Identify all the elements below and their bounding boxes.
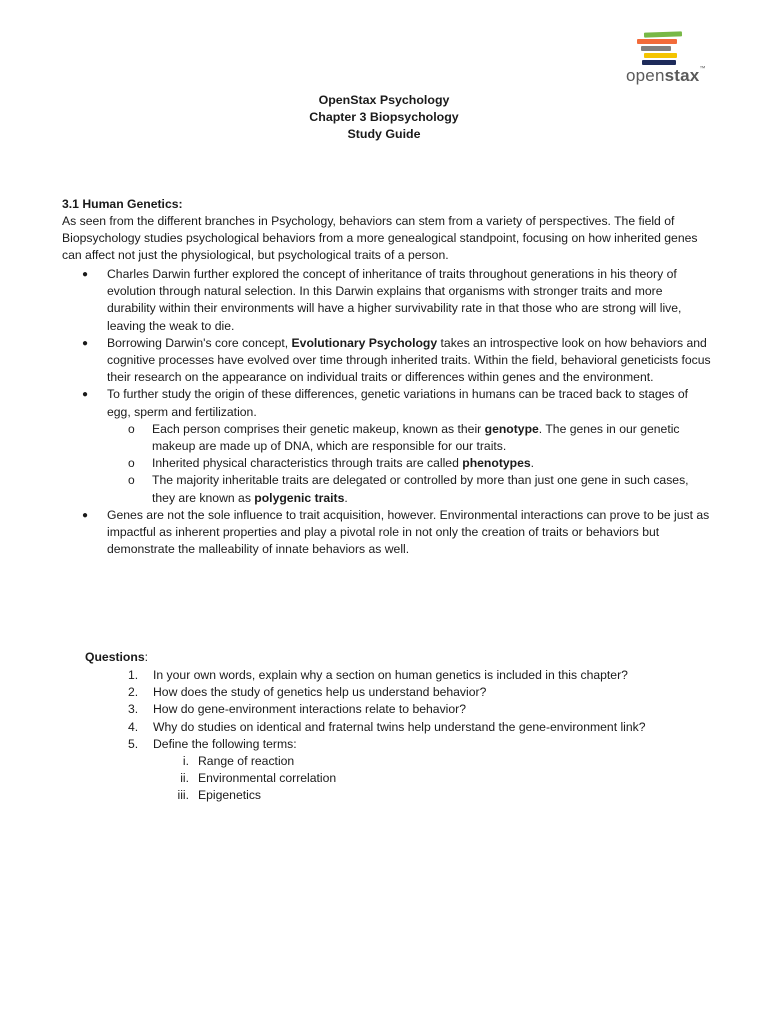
question-text: How does the study of genetics help us understand behavior? [153, 685, 487, 700]
section-title: 3.1 Human Genetics: [62, 197, 183, 211]
term-text: Epigenetics [198, 788, 262, 803]
bullet-text-pre: Borrowing Darwin's core concept, [107, 335, 292, 350]
intro-paragraph: As seen from the different branches in Psychology, behaviors can stem from a variety of perspectives. The field of Biopsychology studies psychological behaviors from a more genealogical standpoint, focusing on how inherited genes can affect not just the physiological, but psychological traits of a person. [62, 214, 698, 263]
logo-bar-navy [642, 60, 676, 65]
question-number: 4. [128, 719, 139, 734]
questions-title-colon: : [144, 650, 148, 664]
term-number: ii. [180, 771, 189, 786]
questions-list [108, 667, 708, 805]
header-line-3: Study Guide [347, 127, 421, 141]
bullet-symbol: ● [82, 337, 89, 349]
logo-wordmark [626, 66, 706, 86]
section-intro [62, 213, 707, 265]
bullet-item [62, 266, 712, 335]
questions-title [85, 650, 148, 664]
logo-trademark: ™ [699, 66, 706, 72]
logo-text-stax: stax [664, 66, 700, 85]
logo-bar-gray [641, 46, 671, 51]
term-item [108, 787, 708, 804]
term-genotype: genotype [484, 421, 539, 436]
logo-bar-orange [637, 39, 677, 44]
bullet-symbol: ● [82, 269, 89, 280]
question-item [108, 719, 708, 736]
logo-text-open: open [626, 66, 665, 85]
document-header [0, 92, 768, 143]
sub-text-post: . [530, 456, 535, 471]
term-phenotypes: phenotypes [462, 456, 531, 471]
sub-bullet-list [107, 421, 712, 507]
question-item [108, 684, 708, 701]
term-text: Range of reaction [198, 754, 295, 769]
term-number: i. [182, 754, 189, 769]
sub-bullet-symbol: o [128, 473, 135, 488]
sub-text-pre: The majority inheritable traits are delegated or controlled by more than just one gene in such cases, they are known as [152, 473, 689, 505]
sub-text-post: . [344, 490, 348, 505]
questions-title-text: Questions [85, 650, 145, 664]
sub-text-post: . The genes in our genetic makeup are made up of DNA, which are responsible for our traits. [152, 421, 680, 454]
sub-bullet-item [107, 421, 712, 455]
question-number: 5. [128, 736, 139, 751]
bullet-text: Genes are not the sole influence to trait acquisition, however. Environmental interactions can prove to be just as impactful as inherent properties and play a pivotal role in not only the creation of traits or behaviors but demonstrate the malleability of innate behaviors as well. [107, 507, 710, 557]
bullet-symbol: ● [82, 389, 89, 401]
bullet-item [62, 386, 712, 506]
bullet-item [62, 507, 712, 559]
term-item [108, 753, 708, 770]
header-line-1: OpenStax Psychology [318, 93, 450, 107]
bullet-list [62, 266, 712, 558]
header-line-2: Chapter 3 Biopsychology [309, 110, 459, 124]
term-polygenic-traits: polygenic traits [254, 490, 345, 505]
term-number: iii. [177, 788, 189, 803]
sub-text-pre: Each person comprises their genetic makeup, known as their [152, 421, 485, 436]
question-text: In your own words, explain why a section on human genetics is included in this chapter? [153, 668, 628, 682]
logo-bar-yellow [644, 53, 677, 58]
bullet-symbol: ● [82, 509, 89, 521]
question-text: How do gene-environment interactions relate to behavior? [153, 702, 466, 717]
bullet-item [62, 335, 712, 387]
sub-bullet-item [107, 472, 712, 506]
bullet-text: To further study the origin of these differences, genetic variations in humans can be traced back to stages of egg, sperm and fertilization. [107, 387, 689, 419]
question-number: 1. [128, 668, 139, 682]
question-number: 2. [128, 685, 139, 700]
sub-bullet-symbol: o [128, 421, 135, 436]
sub-bullet-symbol: o [128, 456, 135, 471]
term-text: Environmental correlation [198, 771, 337, 786]
bullet-text-post: takes an introspective look on how behaviors and cognitive processes have evolved over time through inherited traits. Within the field, behavioral geneticists focus their research on the appearance on individual traits or differences within genes and the environment. [107, 335, 711, 385]
term-item [108, 770, 708, 787]
logo-bar-green [644, 31, 682, 37]
terms-list [108, 753, 708, 805]
bullet-text: Charles Darwin further explored the concept of inheritance of traits throughout generations in his theory of evolution through natural selection. In this Darwin explains that organisms with stronger traits and more durability within their environments will have a higher survivability rate in that those who are strong will live, leaving the weak to die. [107, 267, 682, 333]
term-evolutionary-psychology: Evolutionary Psychology [291, 335, 438, 350]
question-text: Why do studies on identical and fraternal twins help understand the gene-environment link? [153, 719, 646, 734]
question-item [108, 667, 708, 684]
question-item [108, 701, 708, 718]
sub-bullet-item [107, 455, 712, 472]
question-number: 3. [128, 702, 139, 717]
sub-text-pre: Inherited physical characteristics through traits are called [152, 456, 463, 471]
question-item [108, 736, 708, 805]
question-text: Define the following terms: [153, 736, 297, 751]
